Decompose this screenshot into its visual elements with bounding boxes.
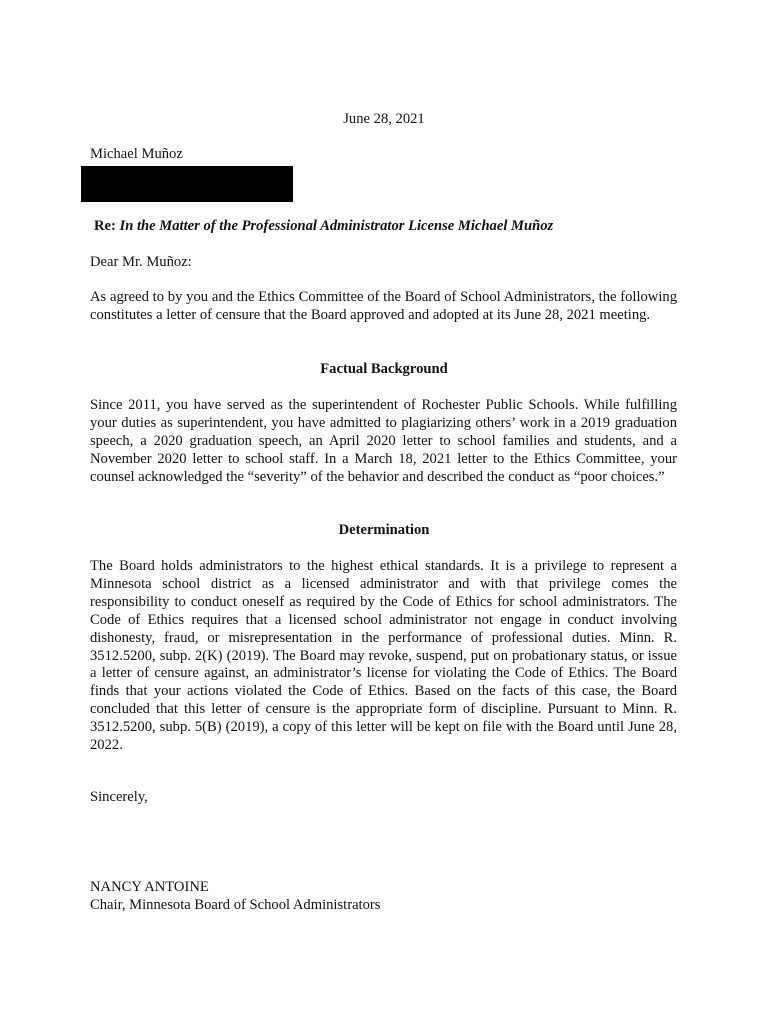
signer-title: Chair, Minnesota Board of School Administrators: [90, 897, 381, 913]
signer-name: NANCY ANTOINE: [90, 879, 209, 895]
closing: Sincerely,: [90, 789, 148, 805]
subject-line: [94, 218, 553, 236]
section-heading-determination: Determination: [338, 522, 430, 538]
section-body-factual-background: Since 2011, you have served as the superintendent of Rochester Public Schools. While fulfilling your duties as superintendent, you have admitted to plagiarizing others’ work in a 2019 graduation speech, a 2020 graduation speech, an April 2020 letter to school families and students, and a November 2020 letter to school staff. In a March 18, 2021 letter to the Ethics Committee, your counsel acknowledged the “severity” of the behavior and described the conduct as “poor choices.”: [90, 397, 677, 485]
intro-paragraph: As agreed to by you and the Ethics Committee of the Board of School Administrators, the following constitutes a letter of censure that the Board approved and adopted at its June 28, 2021 meeting.: [90, 289, 677, 323]
section-heading-factual-background: Factual Background: [320, 361, 448, 377]
salutation: Dear Mr. Muñoz:: [90, 254, 192, 270]
subject-label: Re:: [94, 218, 116, 234]
redacted-address-block: [81, 166, 293, 202]
letter-date: June 28, 2021: [343, 111, 425, 127]
section-body-determination: The Board holds administrators to the highest ethical standards. It is a privilege to represent a Minnesota school district as a licensed administrator and with that privilege comes the responsibility to conduct oneself as required by the Code of Ethics for school administrators. The Code of Ethics requires that a licensed school administrator not engage in conduct involving dishonesty, fraud, or misrepresentation in the performance of professional duties. Minn. R. 3512.5200, subp. 2(K) (2019). The Board may revoke, suspend, put on probationary status, or issue a letter of censure against, an administrator’s license for violating the Code of Ethics. The Board finds that your actions violated the Code of Ethics. Based on the facts of this case, the Board concluded that this letter of censure is the appropriate form of discipline. Pursuant to Minn. R. 3512.5200, subp. 5(B) (2019), a copy of this letter will be kept on file with the Board until June 28, 2022.: [90, 558, 677, 754]
recipient-name: Michael Muñoz: [90, 146, 183, 162]
subject-text: In the Matter of the Professional Administrator License Michael Muñoz: [119, 218, 554, 234]
